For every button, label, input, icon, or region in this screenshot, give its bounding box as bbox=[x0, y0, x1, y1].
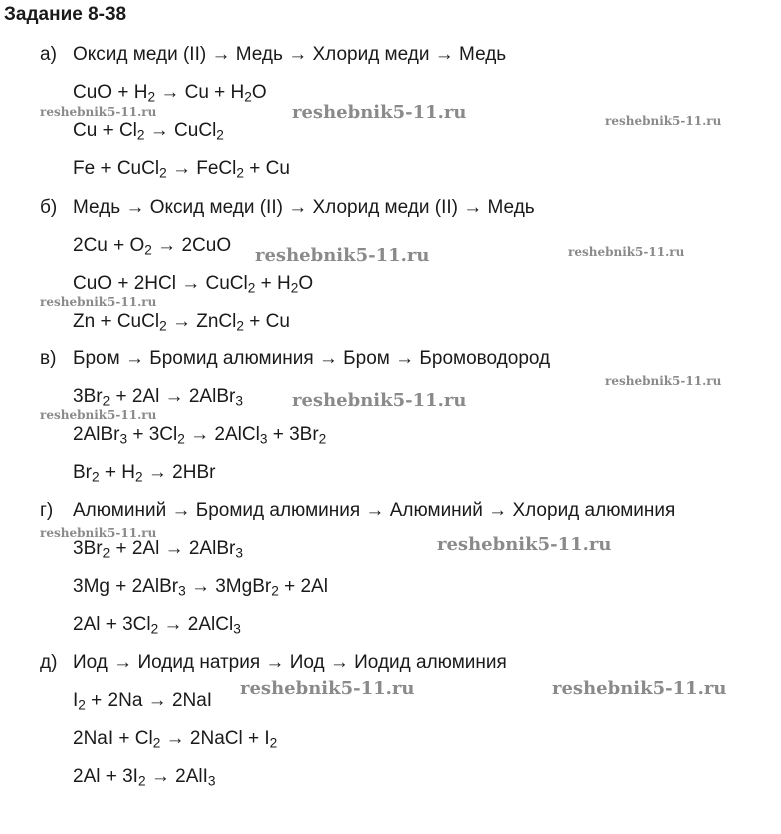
section-letter: в) bbox=[40, 348, 57, 369]
equation: $2NaI + Cl_2$ → 2NaCl + $I_2$ bbox=[73, 728, 278, 751]
conversion-chain: Оксид меди (II) → Медь → Хлорид меди → Медь bbox=[73, 44, 507, 65]
watermark: reshebnik5-11.ru bbox=[568, 245, 685, 259]
watermark: reshebnik5-11.ru bbox=[40, 105, 157, 119]
section-b-heading bbox=[40, 197, 535, 219]
section-a-heading bbox=[40, 44, 506, 66]
equation: $3Br_2 + 2Al$ → 2AlBr$_3$ bbox=[73, 538, 243, 561]
section-letter: б) bbox=[40, 197, 58, 218]
equation: Fe + CuCl$_2$ → FeCl$_2$ + Cu bbox=[73, 158, 290, 181]
equation: $2Al + 3Cl_2$ → 2AlCl$_3$ bbox=[73, 614, 241, 637]
watermark: reshebnik5-11.ru bbox=[605, 374, 722, 388]
equation: $Cu + Cl_2$ → CuCl$_2$ bbox=[73, 120, 224, 143]
equation: CuO + 2HCl → CuCl$_2$ + $H_2O$ bbox=[73, 273, 314, 296]
equation: $2Al + 3I_2 \to 2AlI_3$ bbox=[73, 766, 216, 789]
watermark: reshebnik5-11.ru bbox=[292, 102, 467, 123]
equation: $2Cu + O_2 \to 2CuO$ bbox=[73, 235, 232, 258]
watermark: reshebnik5-11.ru bbox=[605, 114, 722, 128]
watermark: reshebnik5-11.ru bbox=[292, 390, 467, 411]
watermark: reshebnik5-11.ru bbox=[40, 408, 157, 422]
section-v-heading bbox=[40, 348, 550, 370]
equation: $I_2 + 2Na \to 2NaI$ bbox=[73, 690, 213, 713]
watermark: reshebnik5-11.ru bbox=[240, 678, 415, 699]
watermark: reshebnik5-11.ru bbox=[437, 534, 612, 555]
equation: 3Mg + 2AlBr$_3$ → 3MgBr$_2$ + 2Al bbox=[73, 576, 328, 599]
conversion-chain: Иод → Иодид натрия → Иод → Иодид алюминия bbox=[73, 652, 507, 673]
page-title: Задание 8-38 bbox=[4, 4, 127, 25]
equation: Zn + CuCl$_2$ → ZnCl$_2$ + Cu bbox=[73, 311, 290, 334]
conversion-chain: Бром → Бромид алюминия → Бром → Бромоводород bbox=[73, 348, 551, 369]
section-g-heading bbox=[40, 500, 675, 522]
watermark: reshebnik5-11.ru bbox=[40, 295, 157, 309]
equation: 2AlBr$_3$ + $3Cl_2$ → 2AlCl$_3$ + $3Br_2$ bbox=[73, 424, 327, 447]
section-letter: г) bbox=[40, 500, 54, 521]
equation: $Br_2 + H_2 \to 2HBr$ bbox=[73, 462, 216, 485]
watermark: reshebnik5-11.ru bbox=[255, 245, 430, 266]
section-d-heading bbox=[40, 652, 507, 674]
section-letter: а) bbox=[40, 44, 57, 65]
section-letter: д) bbox=[40, 652, 58, 673]
conversion-chain: Алюминий → Бромид алюминия → Алюминий → Хлорид алюминия bbox=[73, 500, 676, 521]
equation: CuO + $H_2 \to Cu + H_2O$ bbox=[73, 82, 267, 105]
watermark: reshebnik5-11.ru bbox=[552, 678, 727, 699]
conversion-chain: Медь → Оксид меди (II) → Хлорид меди (II) → Медь bbox=[73, 197, 535, 218]
watermark: reshebnik5-11.ru bbox=[40, 526, 157, 540]
equation: $3Br_2 + 2Al$ → 2AlBr$_3$ bbox=[73, 386, 243, 409]
